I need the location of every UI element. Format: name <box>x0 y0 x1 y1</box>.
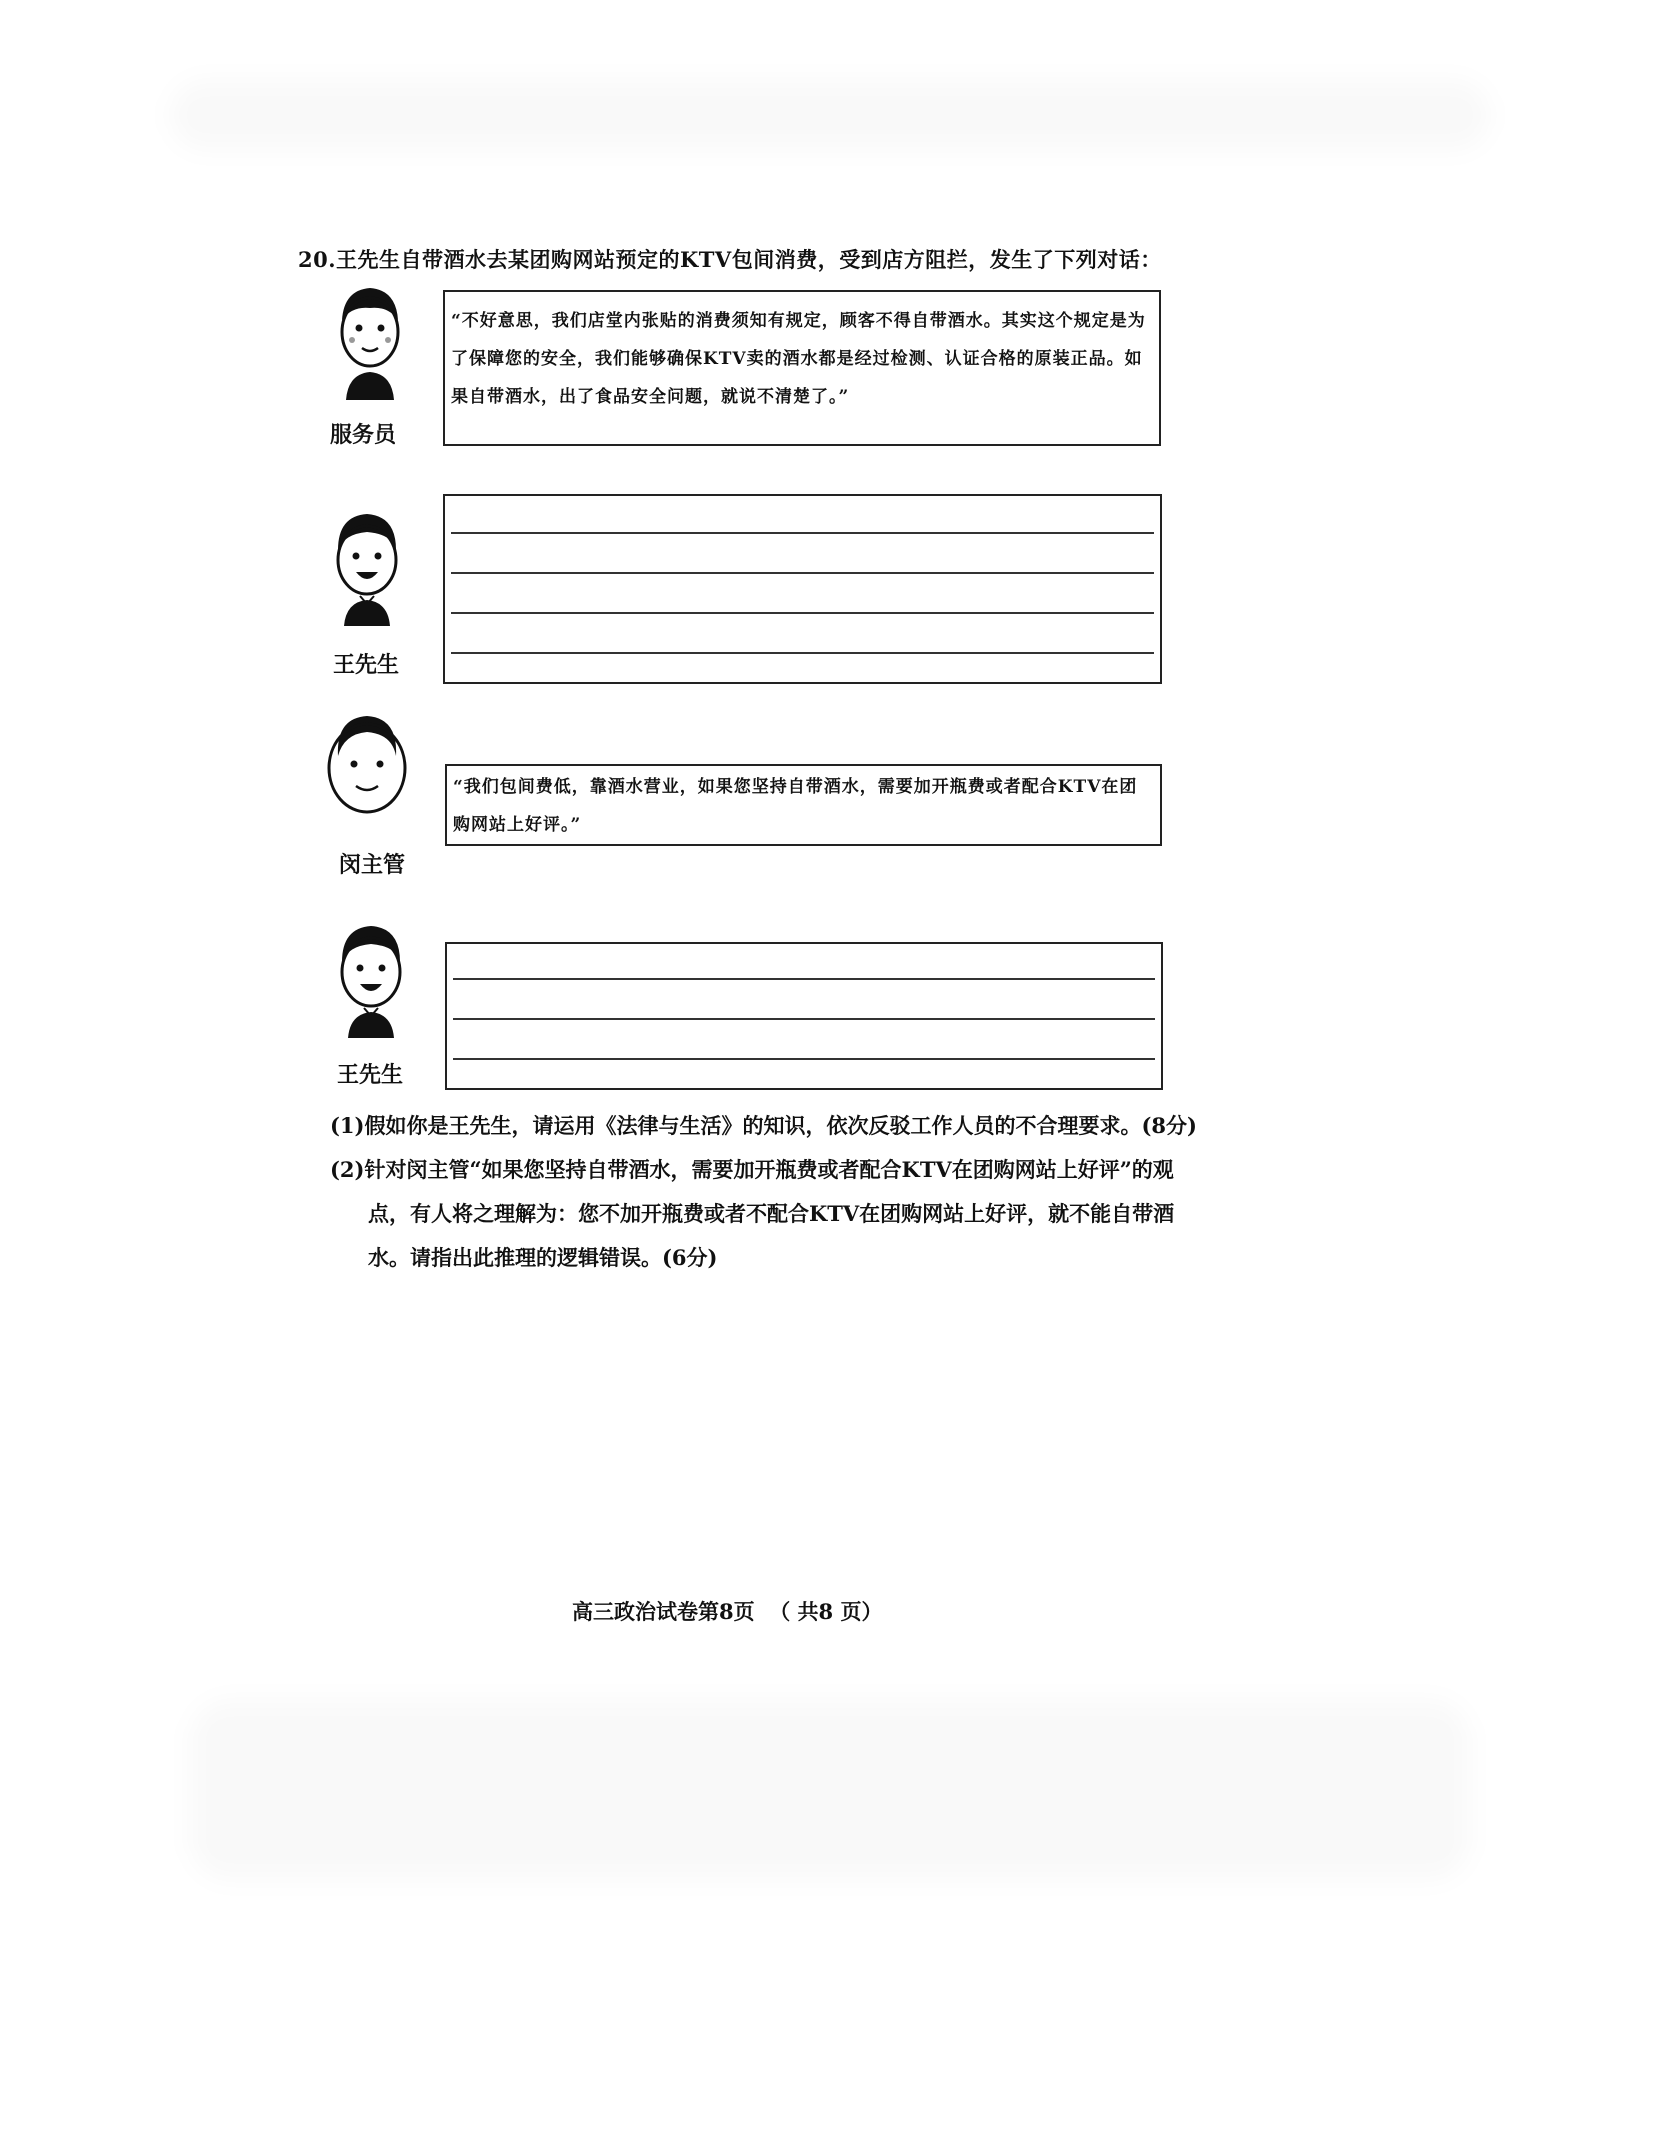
speaker-label-waiter: 服务员 <box>329 422 396 448</box>
supervisor-speech-text: “我们包间费低，靠酒水营业，如果您坚持自带酒水，需要加开瓶费或者配合KTV在团购网站上好评。” <box>453 777 1138 835</box>
speaker-label-mr-wang: 王先生 <box>332 652 399 678</box>
mr-wang-face-icon <box>326 508 408 626</box>
answer-line <box>453 1058 1155 1060</box>
waiter-speech-bubble <box>443 290 1161 446</box>
question-intro: 20.王先生自带酒水去某团购网站预定的KTV包间消费，受到店方阻拦，发生了下列对话： <box>298 247 1162 272</box>
supervisor-face-icon <box>322 712 412 824</box>
waiter-speech-text: “不好意思，我们店堂内张贴的消费须知有规定，顾客不得自带酒水。其实这个规定是为了保障您的安全，我们能够确保KTV卖的酒水都是经过检测、认证合格的原装正品。如果自带酒水，出了食品安全问题，就说不清楚了。” <box>451 311 1146 407</box>
answer-line <box>453 1018 1155 1020</box>
sub-question-2: (2)针对闵主管“如果您坚持自带酒水，需要加开瓶费或者配合KTV在团购网站上好评”的观点，有人将之理解为：您不加开瓶费或者不配合KTV在团购网站上好评，就不能自带酒水。请指出此推理的逻辑错误。(6分) <box>330 1157 1175 1270</box>
speaker-label-mr-wang: 王先生 <box>336 1062 403 1088</box>
waiter-face-icon <box>330 282 410 400</box>
answer-line <box>451 532 1154 534</box>
mr-wang-answer-box[interactable] <box>443 494 1162 684</box>
answer-line <box>451 652 1154 654</box>
speaker-label-supervisor: 闵主管 <box>338 852 405 878</box>
supervisor-speech-bubble <box>445 764 1162 846</box>
answer-line <box>451 612 1154 614</box>
answer-line <box>453 978 1155 980</box>
mr-wang-answer-box[interactable] <box>445 942 1163 1090</box>
sub-question-1: (1)假如你是王先生，请运用《法律与生活》的知识，依次反驳工作人员的不合理要求。(8分) <box>330 1113 1197 1138</box>
mr-wang-face-icon <box>330 920 412 1038</box>
page-footer: 高三政治试卷第8页 （ 共8 页） <box>572 1599 883 1624</box>
answer-line <box>451 572 1154 574</box>
